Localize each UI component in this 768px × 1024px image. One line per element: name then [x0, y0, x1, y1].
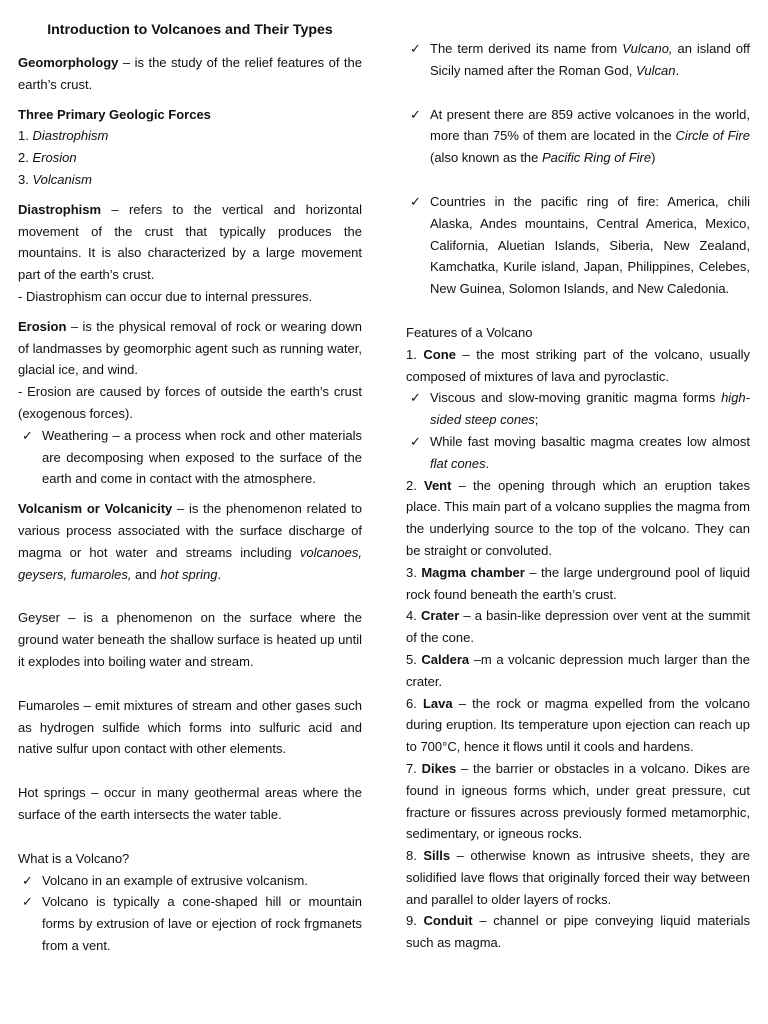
feature-def: – a basin-like depression over vent at the summit of the cone. [406, 608, 750, 646]
force-number: 1. [18, 128, 33, 144]
feature-item [406, 693, 750, 758]
forces-heading [18, 104, 362, 126]
feature-term: Caldera [421, 651, 470, 667]
feature-number: 8. [406, 848, 424, 864]
cone-sub-text: ; [534, 412, 539, 428]
fact-italic: Circle of Fire [675, 128, 750, 144]
diastrophism-term: Diastrophism [18, 201, 102, 217]
check-icon: ✓ [22, 427, 33, 443]
check-icon: ✓ [410, 390, 421, 406]
volcanism-end: . [217, 566, 222, 582]
feature-number: 1. [406, 346, 424, 362]
what-item-text: Volcano in an example of extrusive volcanism. [42, 872, 308, 888]
feature-def: – channel or pipe conveying liquid materials such as magma. [406, 913, 750, 951]
volcano-facts-list [406, 38, 750, 300]
force-item [18, 169, 362, 191]
feature-number: 7. [406, 760, 422, 776]
what-is-volcano-heading: What is a Volcano? [18, 850, 130, 866]
fact-italic: Vulcan [635, 62, 676, 78]
check-icon: ✓ [22, 872, 33, 888]
feature-number: 2. [406, 477, 424, 493]
features-heading: Features of a Volcano [406, 324, 533, 340]
feature-term: Lava [422, 695, 453, 711]
geomorphology-text: – is the study of the relief features of the earth’s crust. [18, 55, 362, 92]
weathering-item [18, 425, 362, 490]
feature-number: 9. [406, 913, 424, 929]
force-name: Diastrophism [32, 128, 109, 144]
cone-sub-text: While fast moving basaltic magma creates low almost [430, 433, 750, 449]
feature-term: Vent [423, 477, 452, 493]
weathering-list [18, 425, 362, 490]
geyser-definition: Geyser – is a phenomenon on the surface where the ground water beneath the shallow surface is heated up until it explodes into boiling water and stream. [18, 610, 362, 669]
volcanism-text: – is the phenomenon related to various process associated with the surface discharge of magma or hot water and streams including [18, 501, 362, 560]
cone-sub-italic: flat cones [430, 455, 486, 471]
geomorphology-term: Geomorphology [18, 55, 119, 70]
force-item [18, 125, 362, 147]
right-column [406, 38, 750, 954]
feature-item [406, 758, 750, 845]
fact-active-volcanoes [406, 104, 750, 169]
feature-def: – the rock or magma expelled from the volcano during eruption. Its temperature upon ejection can reach up to 700°C, hence it flows until it cools and hardens. [406, 695, 750, 755]
fact-italic: Pacific Ring of Fire [542, 150, 652, 166]
cone-sub-italic: high-sided steep cones [430, 390, 750, 428]
check-icon: ✓ [410, 41, 421, 56]
diastrophism-definition [18, 199, 362, 286]
geomorphology-definition [18, 52, 362, 96]
fact-text: . [675, 62, 680, 78]
feature-item [406, 649, 750, 693]
feature-def: –m a volcanic depression much larger than the crater. [406, 651, 750, 689]
fact-text: an island off Sicily named after the Roman God, [430, 41, 751, 78]
feature-term: Magma chamber [421, 564, 525, 580]
feature-cone [406, 344, 750, 388]
check-icon: ✓ [22, 894, 33, 910]
volcanism-examples: volcanoes, geysers, fumaroles, [18, 544, 362, 582]
force-number: 2. [18, 150, 33, 166]
erosion-definition [18, 316, 362, 381]
cone-sub-text: . [485, 455, 490, 471]
volcanism-and: and [131, 566, 161, 582]
volcanism-last: hot spring [160, 566, 218, 582]
force-item [18, 147, 362, 169]
feature-term: Crater [420, 608, 460, 624]
what-item [18, 870, 362, 892]
feature-item [406, 605, 750, 649]
fact-text: (also known as the [430, 150, 543, 166]
hotsprings-definition: Hot springs – occur in many geothermal areas where the surface of the earth intersects the water table. [18, 785, 362, 822]
weathering-text: Weathering – a process when rock and other materials are decomposing when exposed to the surface of the earth and come in contact with the atmosphere. [42, 427, 362, 487]
fact-text: Countries in the pacific ring of fire: America, chili Alaska, Andes mountains, Central America, Mexico, California, Aluetian Islands, Siberia, New Zealand, Kamchatka, Kurile island, Japan, Philippines, Celebes, New Guinea, Solomon Islands, and New Caledonia. [430, 193, 750, 297]
force-number: 3. [18, 171, 33, 187]
cone-sub-item [406, 431, 750, 475]
feature-def: – the large underground pool of liquid rock found beneath the earth’s crust. [406, 564, 750, 602]
cone-sub-list [406, 387, 750, 474]
erosion-text: – is the physical removal of rock or wearing down of landmasses by geomorphic agent such as running water, glacial ice, and wind. [18, 318, 362, 378]
volcanism-term: Volcanism or Volcanicity [18, 501, 173, 517]
feature-term: Conduit [423, 913, 473, 929]
fact-text: At present there are 859 active volcanoes in the world, more than 75% of them are located in the [430, 106, 750, 144]
fact-name-origin [406, 38, 750, 82]
feature-item [406, 845, 750, 910]
volcanism-definition [18, 498, 362, 585]
feature-number: 5. [406, 651, 422, 667]
erosion-term: Erosion [18, 318, 67, 334]
feature-def: – the opening through which an eruption takes place. This main part of a volcano supplies the magma from the underlying source to the top of the volcano. They can be straight or convoluted. [406, 477, 750, 558]
erosion-note: - Erosion are caused by forces of outside the earth’s crust (exogenous forces). [18, 384, 362, 421]
fact-text: The term derived its name from [430, 41, 623, 56]
cone-sub-item [406, 387, 750, 431]
feature-term: Dikes [421, 760, 457, 776]
feature-def: – the barrier or obstacles in a volcano. Dikes are found in igneous forms which, under great pressure, cut fracture or fissures across previously formed metamorphic, sedimentary, or igneous rocks. [406, 760, 750, 842]
feature-term: Sills [423, 848, 451, 864]
feature-number: 3. [406, 564, 422, 580]
feature-term: Cone [423, 346, 456, 362]
fumaroles-definition: Fumaroles – emit mixtures of stream and other gases such as hydrogen sulfide which forms into sulfuric acid and native sulfur upon contact with other elements. [18, 697, 362, 757]
feature-item [406, 910, 750, 954]
feature-number: 6. [406, 695, 423, 711]
document-title: Introduction to Volcanoes and Their Types [47, 22, 333, 38]
diastrophism-text: – refers to the vertical and horizontal movement of the crust that typically produces the mountains. It is also characterized by a large movement part of the earth’s crust. [18, 201, 362, 283]
left-column [18, 0, 362, 957]
feature-item [406, 475, 750, 562]
diastrophism-note: - Diastrophism can occur due to internal pressures. [18, 288, 313, 304]
check-icon: ✓ [410, 193, 421, 209]
feature-def: – the most striking part of the volcano, usually composed of mixtures of lava and pyroclastic. [406, 346, 750, 384]
forces-heading-text: Three Primary Geologic Forces [18, 106, 211, 122]
force-name: Volcanism [32, 171, 92, 187]
feature-item [406, 562, 750, 606]
cone-sub-text: Viscous and slow-moving granitic magma forms [430, 390, 722, 406]
feature-number: 4. [406, 608, 421, 624]
check-icon: ✓ [410, 106, 421, 122]
what-is-volcano-list [18, 870, 362, 957]
what-item [18, 891, 362, 956]
fact-text: ) [651, 150, 656, 166]
feature-def: – otherwise known as intrusive sheets, they are solidified lave flows that originally forced their way between and parallel to older layers of rocks. [406, 848, 750, 907]
force-name: Erosion [32, 150, 77, 166]
what-item-text: Volcano is typically a cone-shaped hill or mountain forms by extrusion of lave or ejection of rock frgmanets from a vent. [42, 894, 362, 953]
check-icon: ✓ [410, 433, 421, 449]
fact-countries [406, 191, 750, 300]
fact-italic: Vulcano, [622, 41, 673, 56]
